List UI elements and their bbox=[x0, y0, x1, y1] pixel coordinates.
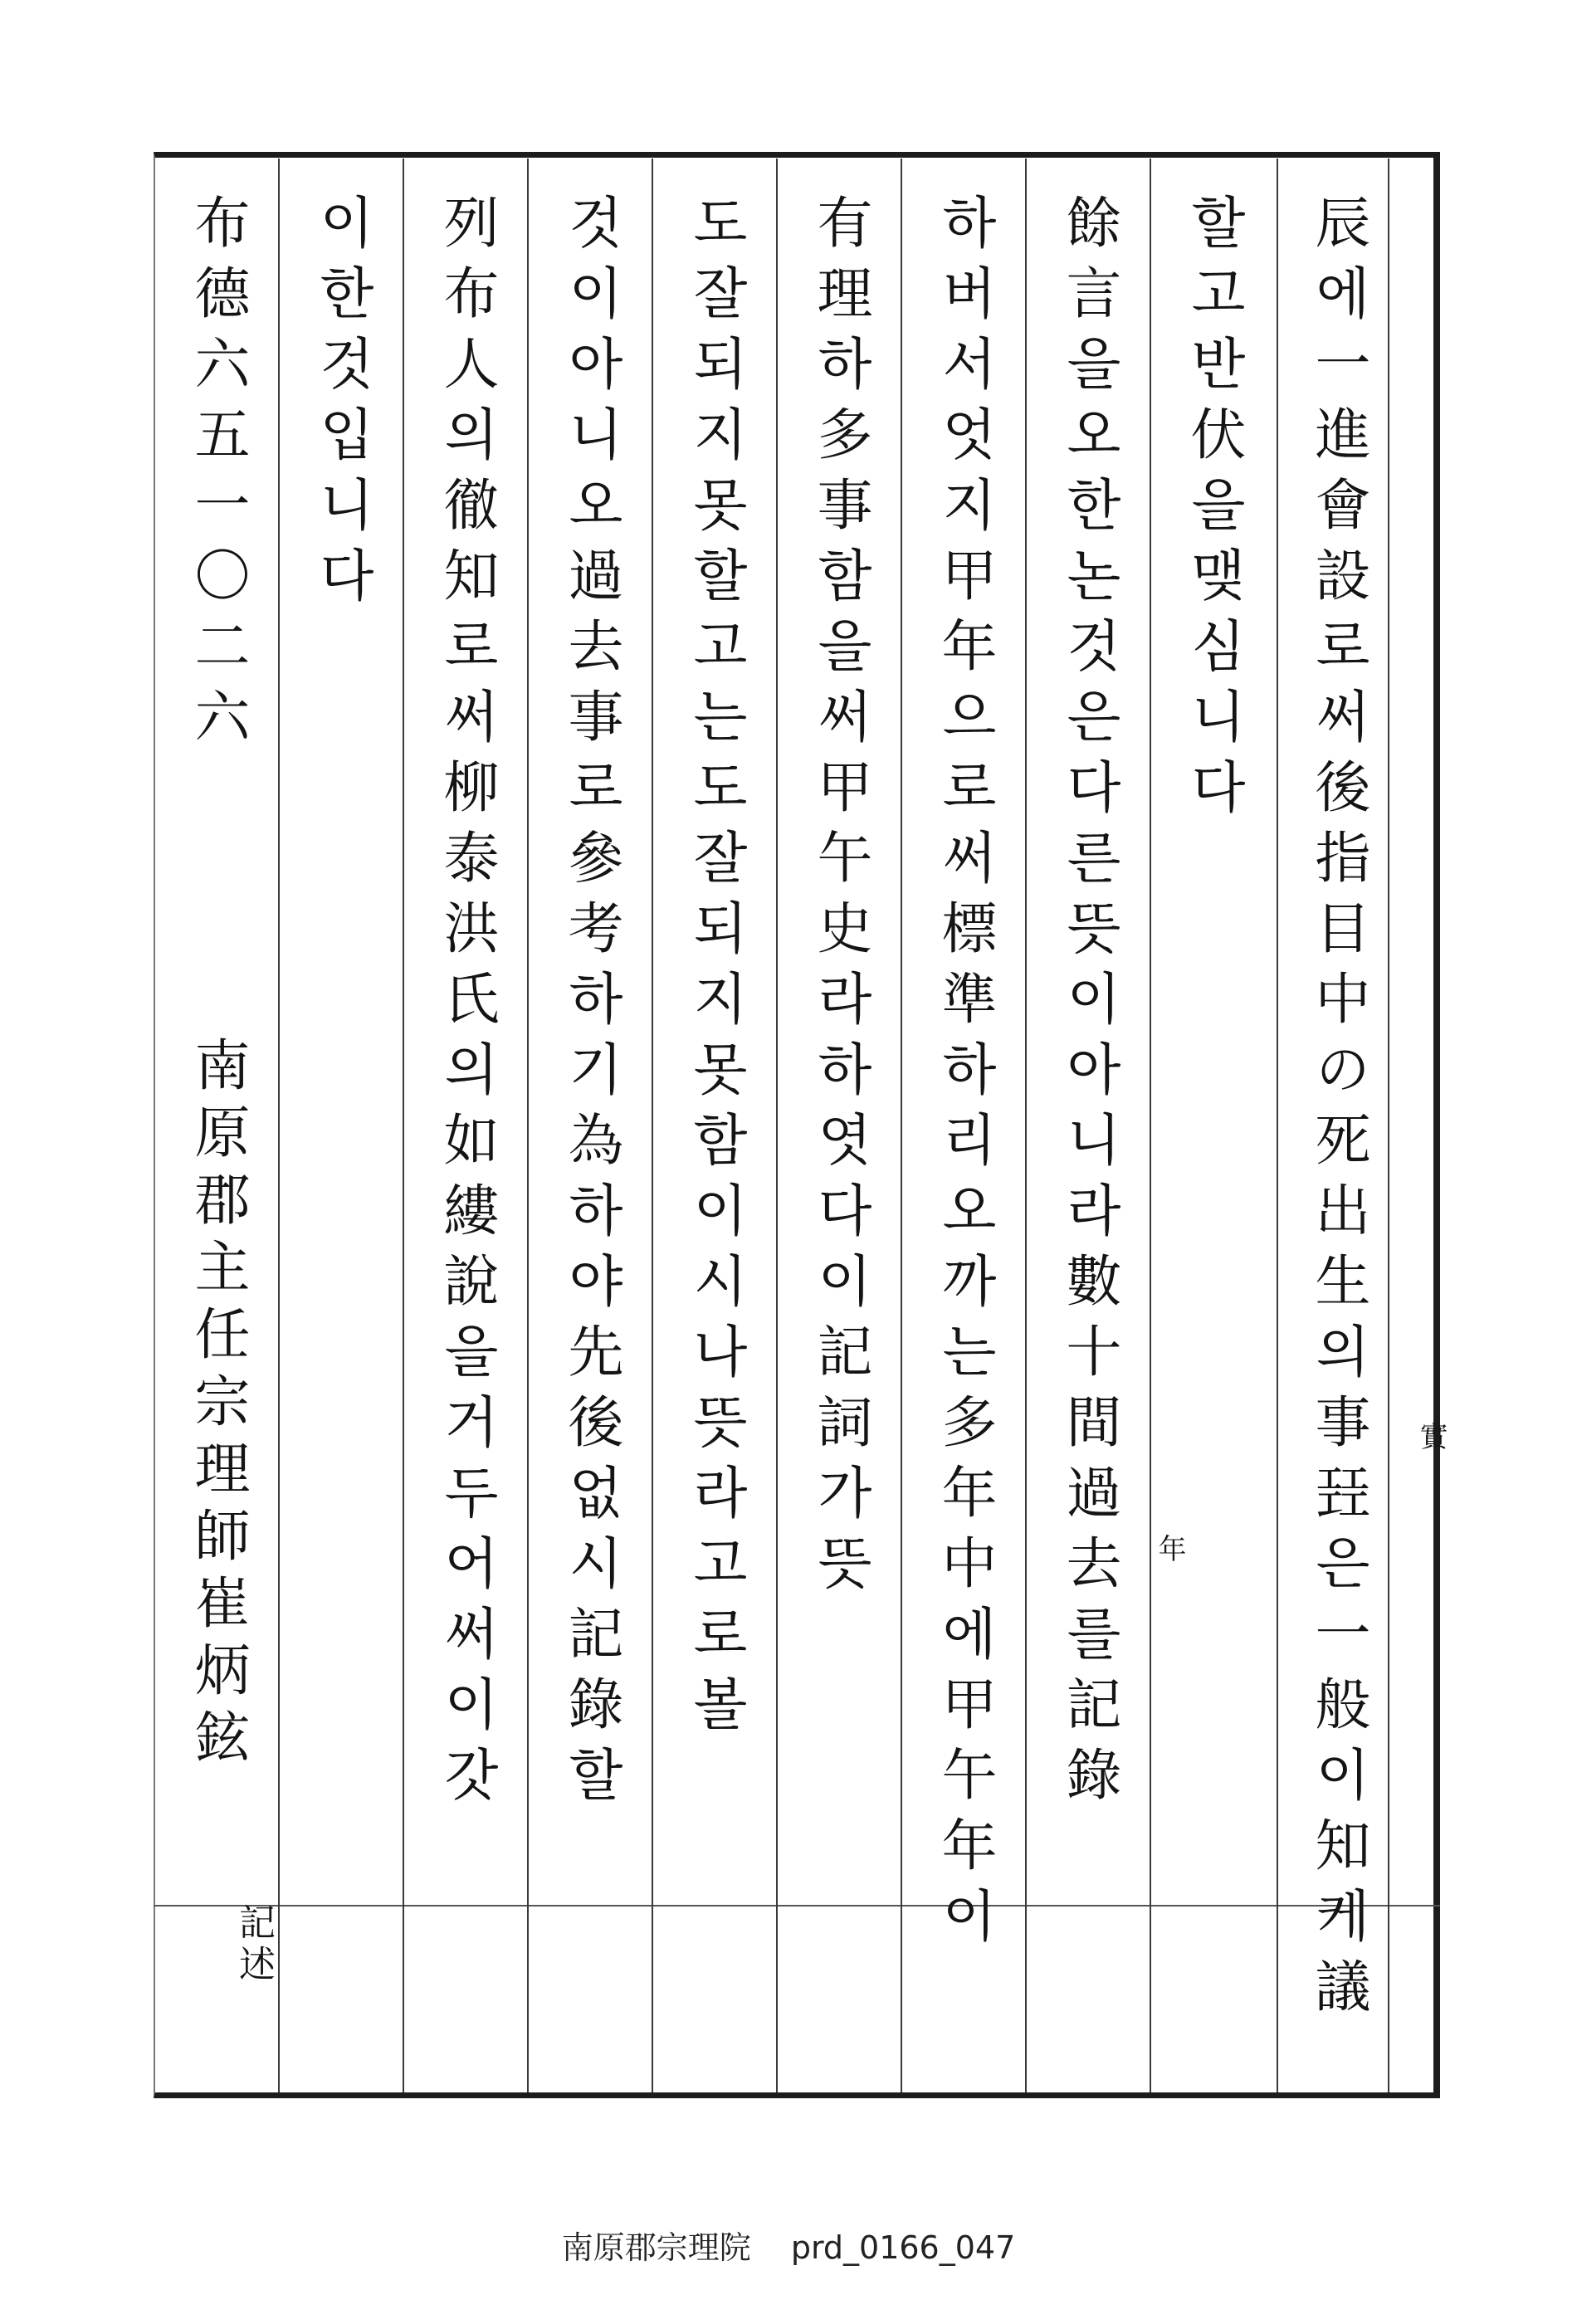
text-column-5: 有理하多事함을써甲午史라하엿다이記詞가뜻 bbox=[808, 193, 873, 1604]
text-column-4: 하버서엇지甲年으로써標準하리오까는多年中에甲午年이 bbox=[933, 193, 998, 1957]
text-column-7: 것이아니오過去事로參考하기為하야先後없시記錄할 bbox=[559, 193, 624, 1816]
text-column-9: 이한것입니다 bbox=[310, 193, 375, 617]
text-column-8: 列布人의徹知로써柳泰洪氏의如縷說을거두어써이갓 bbox=[435, 193, 500, 1816]
text-column-2: 할고반伏을맺심니다 bbox=[1182, 193, 1247, 828]
signature-note: 記述 bbox=[232, 1903, 275, 1986]
signature-author: 南原郡主任宗理師崔炳鉉 bbox=[186, 1036, 251, 1775]
text-column-6: 도잘되지못할고는도잘되지못함이시나뜻라고로볼 bbox=[684, 193, 749, 1745]
text-column-3: 餘言을오한논것은다른뜻이아니라數十間過去를記錄 bbox=[1057, 193, 1122, 1816]
marginal-insertion: 實 bbox=[1414, 1422, 1448, 1450]
archive-footer bbox=[0, 2222, 1577, 2268]
date-column: 布德六五一〇二六 bbox=[186, 193, 251, 758]
archive-name: 南原郡宗理院 bbox=[561, 2229, 751, 2266]
marginal-insertion: 年 bbox=[1153, 1534, 1186, 1562]
text-column-1: 辰에一進會設로써後指目中の死出生의事㠭은一般이知케議 bbox=[1306, 193, 1371, 2028]
archive-code: prd_0166_047 bbox=[790, 2229, 1016, 2266]
manuscript-sheet bbox=[154, 152, 1448, 2098]
